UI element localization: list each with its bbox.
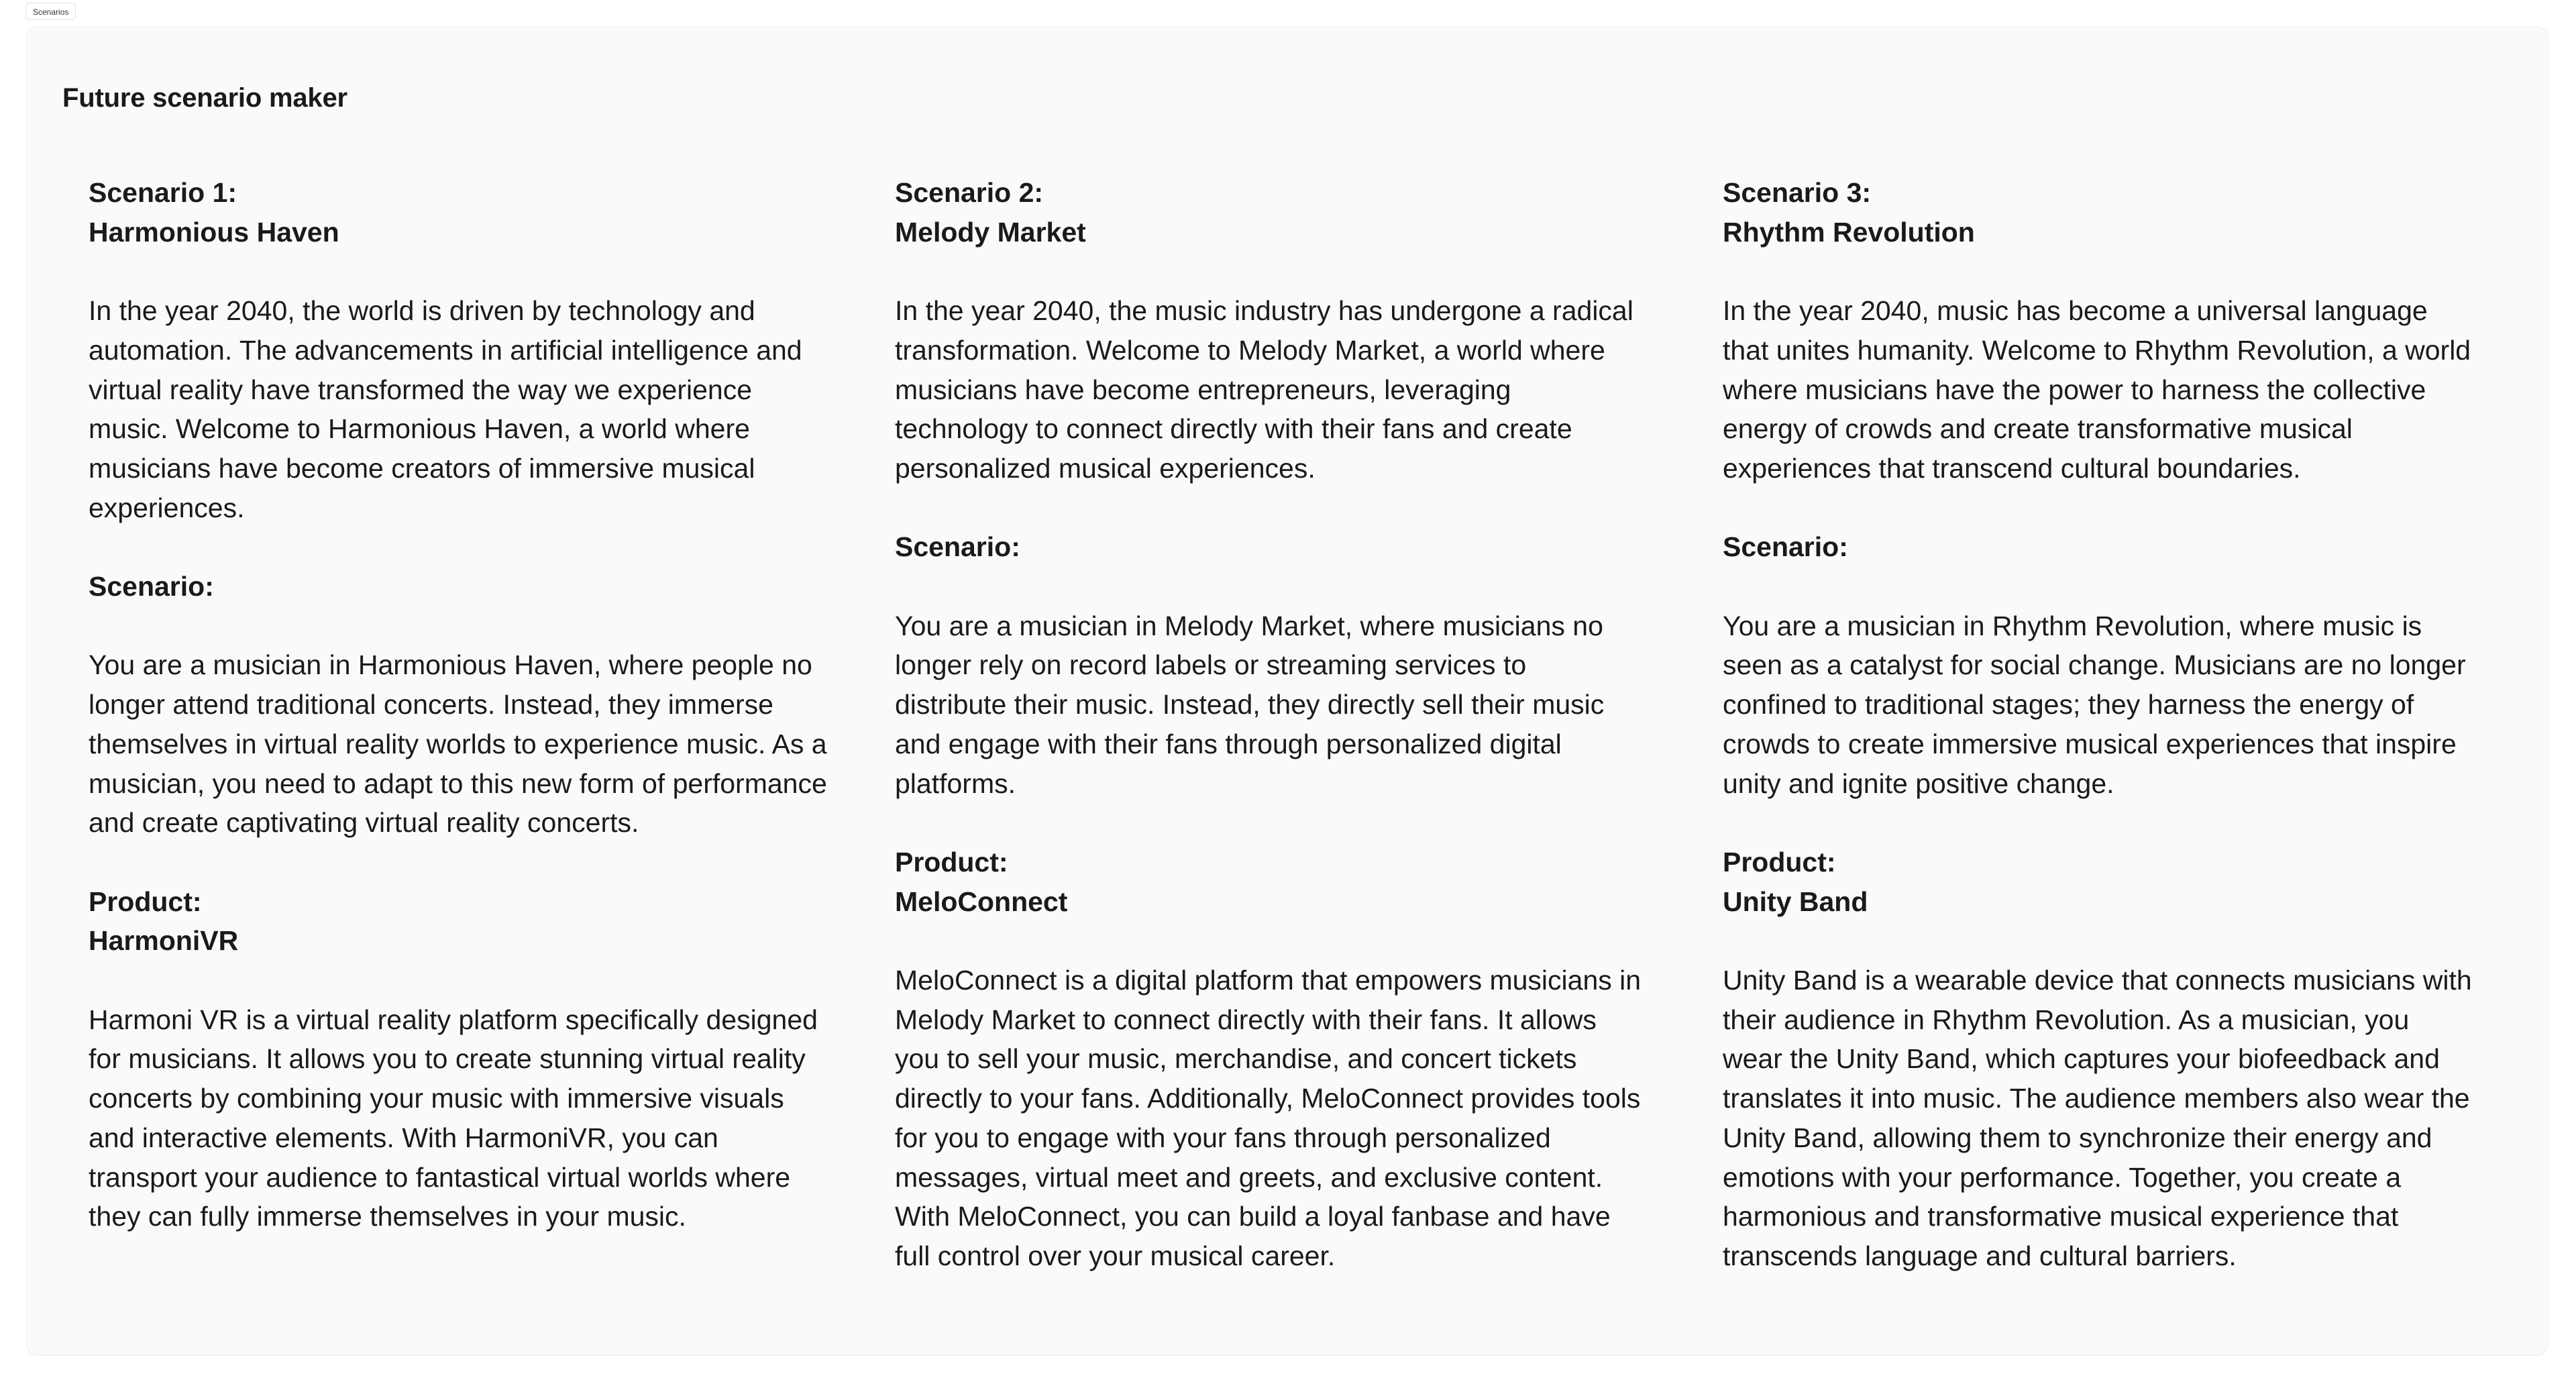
product-description: Harmoni VR is a virtual reality platform specifically designed for musicians. It allows you to create stunning virtual reality concerts by combining your music with immersive visuals and interactive elements. With HarmoniVR, you can transport your audience to fantastical virtual worlds where they can fully immerse themselves in your music. [89, 1004, 818, 1232]
scenarios-tab[interactable]: Scenarios [25, 3, 76, 20]
scenario-intro: In the year 2040, the music industry has undergone a radical transformation. Welcome to Melody Market, a world where musicians have become entrepreneurs, leveraging technology to connect directly with their fans and create personalized musical experiences. [895, 295, 1633, 484]
product-description: MeloConnect is a digital platform that empowers musicians in Melody Market to connect directly with their fans. It allows you to sell your music, merchandise, and concert tickets directly to your fans. Additionally, MeloConnect provides tools for you to engage with your fans through personalized messages, virtual meet and greets, and exclusive content. With MeloConnect, you can build a loyal fanbase and have full control over your musical career. [895, 964, 1642, 1271]
scenario-title [1723, 173, 2474, 252]
product-heading: Product: [89, 886, 202, 917]
scenario-text: You are a musician in Harmonious Haven, where people no longer attend traditional concerts. Instead, they immerse themselves in virtual reality worlds to experience music. As a musician, you need to adapt to this new form of performance and create captivating virtual reality concerts. [89, 649, 827, 839]
scenario-text: You are a musician in Rhythm Revolution, where music is seen as a catalyst for social change. Musicians are no longer confined to traditional stages; they harness the energy of crowds to create immersive musical experiences that inspire unity and ignite positive change. [1723, 610, 2466, 799]
product-title [895, 843, 1643, 921]
product-name: MeloConnect [895, 886, 1068, 917]
scenario-intro: In the year 2040, music has become a universal language that unites humanity. Welcome to Rhythm Revolution, a world where musicians have the power to harness the collective energy of crowds and create transformative musical experiences that transcend cultural boundaries. [1723, 295, 2471, 484]
scenario-column-1 [89, 173, 833, 1276]
scenario-number: Scenario 1: [89, 177, 237, 208]
scenario-number: Scenario 3: [1723, 177, 1872, 208]
product-description: Unity Band is a wearable device that connects musicians with their audience in Rhythm Revolution. As a musician, you wear the Unity Band, which captures your biofeedback and translates it into music. The audience members also wear the Unity Band, allowing them to synchronize their energy and emotions with your performance. Together, you create a harmonious and transformative musical experience that transcends language and cultural barriers. [1723, 964, 2472, 1271]
scenario-column-3 [1723, 173, 2474, 1315]
scenario-title [89, 173, 833, 252]
product-name: HarmoniVR [89, 925, 239, 957]
scenario-heading: Scenario: [89, 571, 214, 602]
page-title: Future scenario maker [62, 83, 347, 113]
scenario-title [895, 173, 1643, 252]
scenario-column-2 [895, 173, 1643, 1315]
scenario-intro: In the year 2040, the world is driven by technology and automation. The advancements in artificial intelligence and virtual reality have transformed the way we experience music. Welcome to Harmonious Haven, a world where musicians have become creators of immersive musical experiences. [89, 295, 802, 523]
scenario-name: Melody Market [895, 216, 1086, 248]
product-name: Unity Band [1723, 886, 1868, 917]
scenario-name: Rhythm Revolution [1723, 216, 1975, 248]
product-title [89, 882, 833, 961]
scenario-text: You are a musician in Melody Market, where musicians no longer rely on record labels or streaming services to distribute their music. Instead, they directly sell their music and engage with their fans through personalized digital platforms. [895, 610, 1605, 799]
product-heading: Product: [1723, 846, 1836, 878]
scenario-heading: Scenario: [1723, 531, 1848, 563]
product-heading: Product: [895, 846, 1008, 878]
product-title [1723, 843, 2474, 921]
scenario-number: Scenario 2: [895, 177, 1044, 208]
scenario-name: Harmonious Haven [89, 216, 339, 248]
scenario-heading: Scenario: [895, 531, 1020, 563]
